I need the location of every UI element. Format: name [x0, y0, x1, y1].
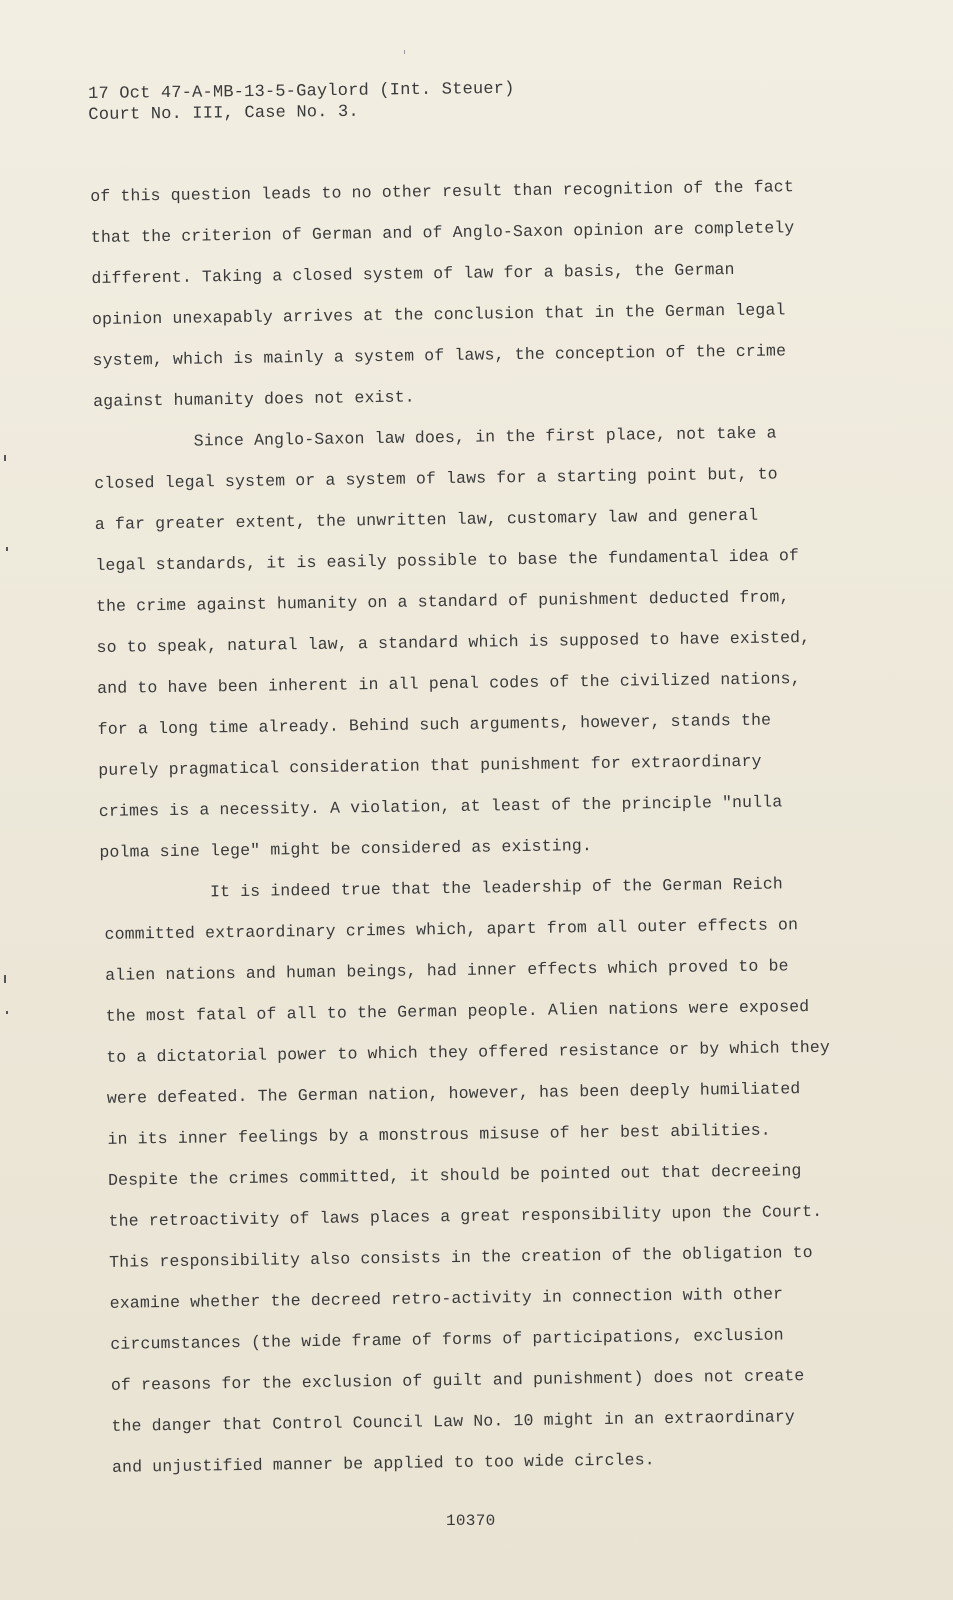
text-line: circumstances (the wide frame of forms of participations, exclusion: [110, 1325, 784, 1354]
text-line: committed extraordinary crimes which, apart from all outer effects on: [104, 915, 799, 944]
text-line: Since Anglo-Saxon law does, in the first place, not take a: [193, 423, 777, 451]
text-line: alien nations and human beings, had inner effects which proved to be: [105, 956, 789, 985]
text-line: of this question leads to no other result than recognition of the fact: [90, 177, 794, 206]
text-line: legal standards, it is easily possible to base the fundamental idea of: [95, 546, 800, 575]
text-line: and to have been inherent in all penal codes of the civilized nations,: [97, 669, 801, 698]
text-line: and unjustified manner be applied to too wide circles.: [111, 1450, 655, 1477]
text-line: a far greater extent, the unwritten law, customary law and general: [94, 505, 759, 534]
paragraph-1: [90, 165, 853, 422]
paragraph-3: [104, 862, 869, 1487]
text-line: the danger that Control Council Law No. 10 might in an extraordinary: [111, 1407, 796, 1436]
text-line: the retroactivity of laws places a great responsibility upon the Court.: [108, 1201, 823, 1231]
text-line: system, which is mainly a system of laws, the conception of the crime: [92, 341, 787, 370]
paragraph-2: [93, 411, 859, 873]
text-line: for a long time already. Behind such arguments, however, stands the: [97, 710, 772, 739]
text-line: examine whether the decreed retro-activity in connection with other: [109, 1284, 784, 1313]
paper-speck-mark: [404, 50, 405, 54]
binding-hole-mark: [4, 975, 6, 983]
text-line: closed legal system or a system of laws for a starting point but, to: [94, 464, 778, 493]
header-court-line: Court No. III, Case No. 3.: [88, 102, 359, 125]
text-line: were defeated. The German nation, however, has been deeply humiliated: [106, 1079, 801, 1108]
text-line: polma sine lege" might be considered as existing.: [99, 836, 593, 862]
text-line: different. Taking a closed system of law for a basis, the German: [91, 260, 735, 288]
body-text: [90, 165, 868, 1487]
text-line: to a dictatorial power to which they offered resistance or by which they: [106, 1037, 831, 1067]
text-line: purely pragmatical consideration that punishment for extraordinary: [98, 751, 762, 780]
text-line: against humanity does not exist.: [93, 387, 415, 411]
text-line: It is indeed true that the leadership of the German Reich: [209, 874, 784, 902]
binding-hole-mark: [6, 547, 8, 551]
binding-hole-mark: [6, 1011, 8, 1014]
text-line: crimes is a necessity. A violation, at least of the principle "nulla: [98, 792, 783, 821]
text-line: so to speak, natural law, a standard which is supposed to have existed,: [96, 627, 811, 657]
document-header: [88, 79, 515, 126]
text-line: that the criterion of German and of Anglo-Saxon opinion are completely: [90, 218, 795, 247]
text-line: the most fatal of all to the German people. Alien nations were exposed: [105, 997, 810, 1026]
page-number: 10370: [446, 1512, 496, 1530]
text-line: Despite the crimes committed, it should be pointed out that decreeing: [107, 1161, 802, 1190]
text-line: the crime against humanity on a standard of punishment deducted from,: [95, 587, 790, 616]
text-line: opinion unexapably arrives at the conclusion that in the German legal: [91, 300, 786, 329]
text-line: of reasons for the exclusion of guilt and punishment) does not create: [110, 1366, 805, 1395]
header-reference-line: 17 Oct 47-A-MB-13-5-Gaylord (Int. Steuer): [88, 79, 515, 104]
text-line: in its inner feelings by a monstrous misuse of her best abilities.: [107, 1120, 771, 1149]
text-line: This responsibility also consists in the creation of the obligation to: [109, 1243, 813, 1272]
binding-hole-mark: [4, 455, 6, 461]
